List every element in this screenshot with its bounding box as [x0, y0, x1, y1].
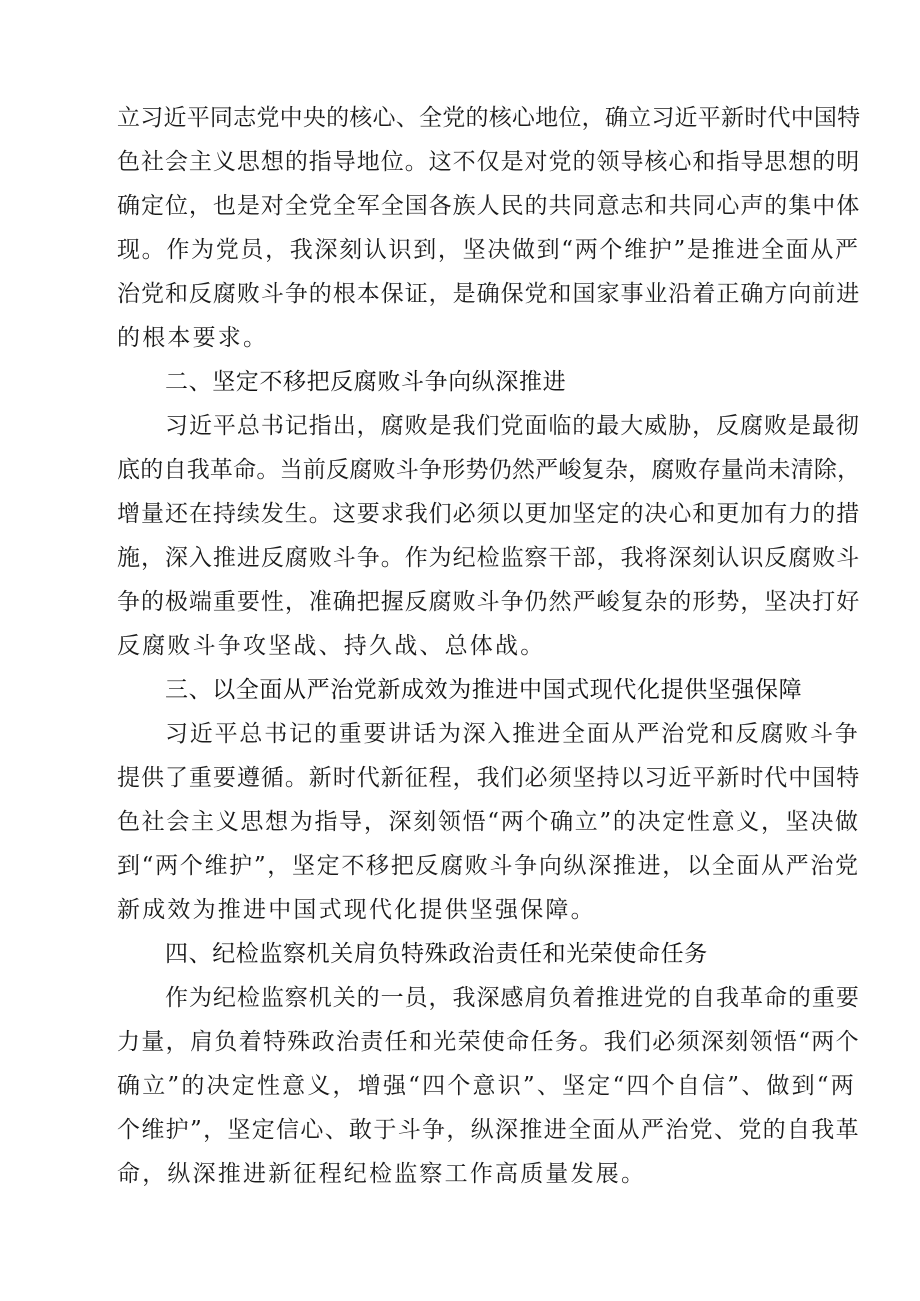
text-line: 习近平总书记的重要讲话为深入推进全面从严治党和反腐败斗争: [165, 721, 860, 747]
text-line: 增量还在持续发生。这要求我们必须以更加坚定的决心和更加有力的措: [117, 501, 861, 527]
text-line: 反腐败斗争攻坚战、持久战、总体战。: [117, 633, 546, 659]
text-line: 现。作为党员，我深刻认识到，坚决做到“两个维护”是推进全面从严: [117, 237, 860, 263]
text-line: 治党和反腐败斗争的根本保证，是确保党和国家事业沿着正确方向前进: [117, 281, 861, 307]
text-line: 命，纵深推进新征程纪检监察工作高质量发展。: [117, 1161, 647, 1187]
text-line: 个维护”，坚定信心、敢于斗争，纵深推进全面从严治党、党的自我革: [117, 1117, 860, 1143]
section-heading: 三、以全面从严治党新成效为推进中国式现代化提供坚强保障: [165, 677, 803, 703]
text-line: 提供了重要遵循。新时代新征程，我们必须坚持以习近平新时代中国特: [117, 765, 861, 791]
text-line: 确定位，也是对全党全军全国各族人民的共同意志和共同心声的集中体: [117, 193, 861, 219]
text-line: 争的极端重要性，准确把握反腐败斗争仍然严峻复杂的形势，坚决打好: [117, 589, 861, 615]
text-line: 施，深入推进反腐败斗争。作为纪检监察干部，我将深刻认识反腐败斗: [117, 545, 861, 571]
text-line: 底的自我革命。当前反腐败斗争形势仍然严峻复杂，腐败存量尚未清除，: [117, 457, 861, 483]
text-line: 新成效为推进中国式现代化提供坚强保障。: [117, 897, 596, 923]
text-line: 到“两个维护”，坚定不移把反腐败斗争向纵深推进，以全面从严治党: [117, 853, 860, 879]
text-line: 色社会主义思想为指导，深刻领悟“两个确立”的决定性意义，坚决做: [117, 809, 860, 835]
section-heading: 二、坚定不移把反腐败斗争向纵深推进: [165, 369, 567, 395]
text-line: 力量，肩负着特殊政治责任和光荣使命任务。我们必须深刻领悟“两个: [117, 1029, 860, 1055]
text-line: 习近平总书记指出，腐败是我们党面临的最大威胁，反腐败是最彻: [165, 413, 860, 439]
text-line: 立习近平同志党中央的核心、全党的核心地位，确立习近平新时代中国特: [117, 105, 861, 131]
text-line: 确立”的决定性意义，增强“四个意识”、坚定“四个自信”、做到“两: [117, 1073, 856, 1099]
text-line: 色社会主义思想的指导地位。这不仅是对党的领导核心和指导思想的明: [117, 149, 861, 175]
section-heading: 四、纪检监察机关肩负特殊政治责任和光荣使命任务: [165, 941, 708, 967]
text-line: 的根本要求。: [117, 325, 269, 351]
text-line: 作为纪检监察机关的一员，我深感肩负着推进党的自我革命的重要: [165, 985, 860, 1011]
